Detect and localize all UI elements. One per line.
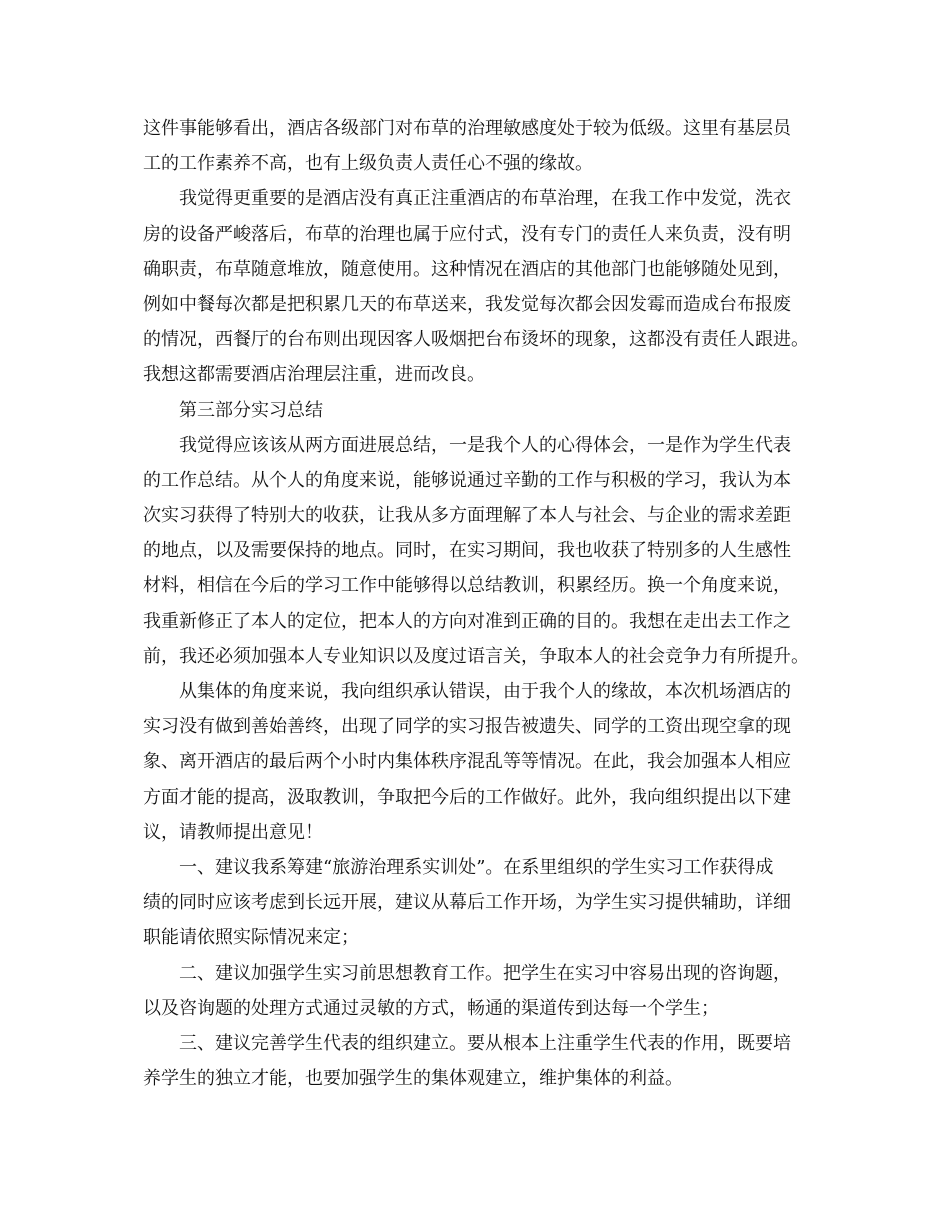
text-line: 从集体的角度来说，我向组织承认错误，由于我个人的缘故，本次机场酒店的 [179,681,791,702]
text-line: 例如中餐每次都是把积累几天的布草送来，我发觉每次都会因发霉而造成台布报废 [143,293,791,315]
text-line: 的地点，以及需要保持的地点。同时，在实习期间，我也收获了特别多的人生感性 [143,540,791,562]
paragraph [143,393,823,428]
text-line: 以及咨询题的处理方式通过灵敏的方式，畅通的渠道传到达每一个学生； [143,997,719,1019]
text-line: 第三部分实习总结 [179,399,323,421]
paragraph [143,850,823,956]
paragraph [143,181,823,392]
text-line: 我想这都需要酒店治理层注重，进而改良。 [143,364,485,386]
text-line: 的情况，西餐厅的台布则出现因客人吸烟把台布烫坏的现象，这都没有责任人跟进。 [143,329,809,351]
text-line: 二、建议加强学生实习前思想教育工作。把学生在实习中容易出现的咨询题， [179,962,791,984]
text-line: 方面才能的提高，汲取教训，争取把今后的工作做好。此外，我向组织提出以下建 [143,786,791,808]
paragraph [143,1026,823,1096]
text-line: 我重新修正了本人的定位，把本人的方向对准到正确的目的。我想在走出去工作之 [143,610,791,632]
text-line: 议，请教师提出意见！ [143,821,323,843]
text-line: 象、离开酒店的最后两个小时内集体秩序混乱等等情况。在此，我会加强本人相应 [143,751,791,773]
document-body [143,111,823,1096]
text-line: 三、建议完善学生代表的组织建立。要从根本上注重学生代表的作用，既要培 [179,1032,791,1054]
text-line: 次实习获得了特别大的收获，让我从多方面理解了本人与社会、与企业的需求差距 [143,505,791,527]
text-line: 这件事能够看出，酒店各级部门对布草的治理敏感度处于较为低级。这里有基层员 [143,118,791,139]
text-line: 的工作总结。从个人的角度来说，能够说通过辛勤的工作与积极的学习，我认为本 [143,469,791,491]
text-line: 职能请依照实际情况来定； [143,927,359,949]
paragraph [143,428,823,674]
paragraph [143,956,823,1026]
text-line: 工的工作素养不高，也有上级负责人责任心不强的缘故。 [143,153,593,175]
paragraph [143,111,823,181]
text-line: 我觉得应该该从两方面进展总结，一是我个人的心得体会，一是作为学生代表 [179,434,791,456]
paragraph [143,674,823,850]
text-line: 养学生的独立才能，也要加强学生的集体观建立，维护集体的利益。 [143,1068,683,1090]
text-line: 我觉得更重要的是酒店没有真正注重酒店的布草治理，在我工作中发觉，洗衣 [179,188,791,210]
text-line: 前，我还必须加强本人专业知识以及度过语言关，争取本人的社会竞争力有所提升。 [143,645,809,667]
text-line: 确职责，布草随意堆放，随意使用。这种情况在酒店的其他部门也能够随处见到， [143,258,791,280]
text-line: 房的设备严峻落后，布草的治理也属于应付式，没有专门的责任人来负责，没有明 [143,223,791,245]
text-line: 一、建议我系筹建“旅游治理系实训处”。在系里组织的学生实习工作获得成 [179,856,774,878]
text-line: 实习没有做到善始善终，出现了同学的实习报告被遗失、同学的工资出现空拿的现 [143,716,791,738]
text-line: 绩的同时应该考虑到长远开展，建议从幕后工作开场，为学生实习提供辅助，详细 [143,892,791,914]
text-line: 材料，相信在今后的学习工作中能够得以总结教训，积累经历。换一个角度来说， [143,575,791,597]
